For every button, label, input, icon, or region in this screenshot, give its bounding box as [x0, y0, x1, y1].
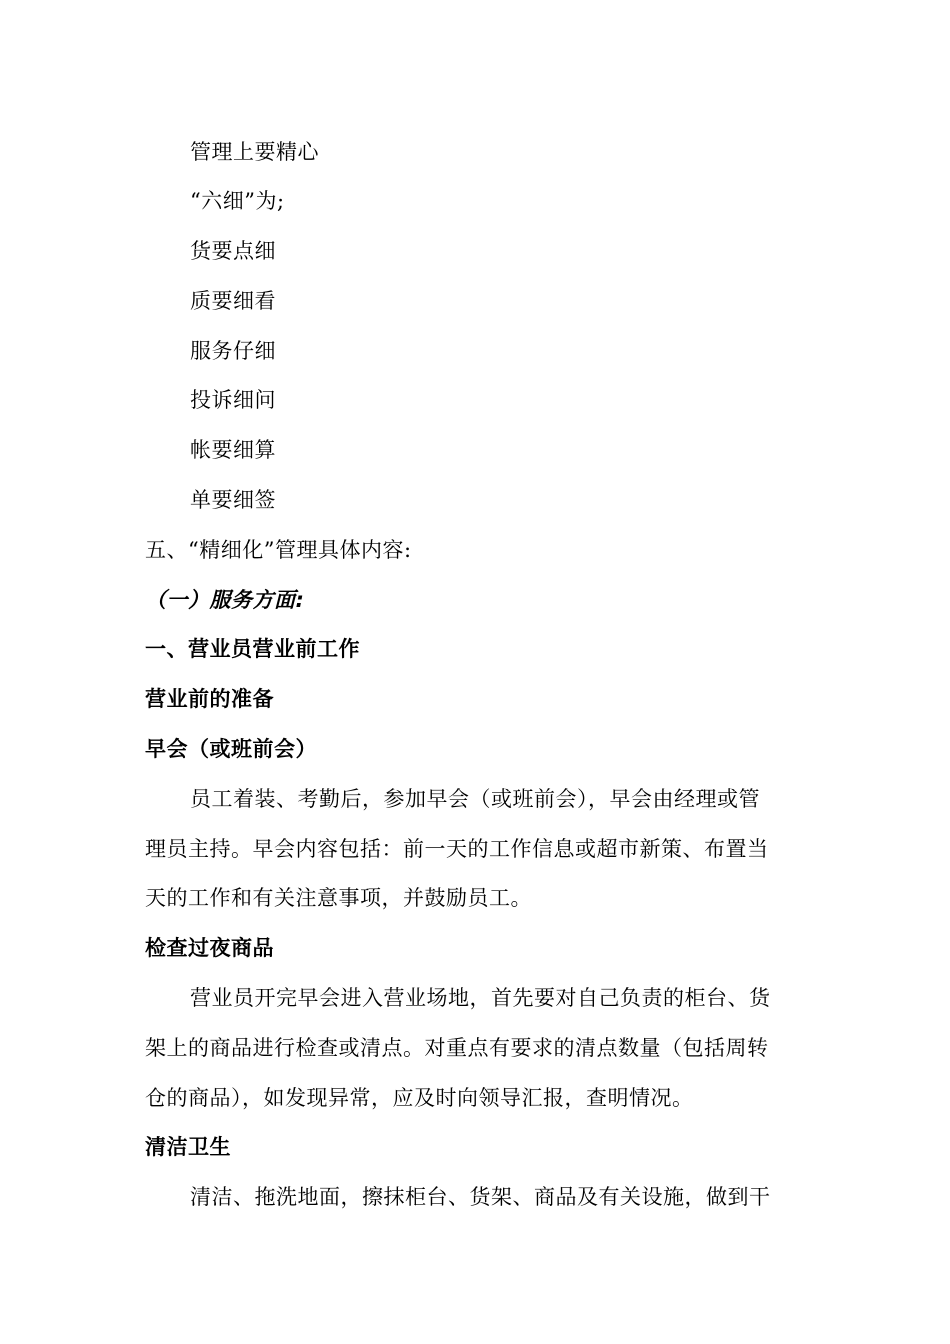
list-item: 帐要细算: [190, 438, 276, 462]
list-item: 投诉细问: [190, 388, 276, 412]
paragraph-line: 员工着装、考勤后，参加早会（或班前会），早会由经理或管: [190, 787, 760, 811]
paragraph-line: 理员主持。早会内容包括：前一天的工作信息或超市新策、布置当: [145, 837, 769, 861]
heading: 一、营业员营业前工作: [145, 637, 360, 661]
list-item: 服务仔细: [190, 339, 276, 363]
paragraph-line: 天的工作和有关注意事项，并鼓励员工。: [145, 886, 532, 910]
list-item: 质要细看: [190, 289, 276, 313]
list-item: 单要细签: [190, 488, 276, 512]
list-item: 货要点细: [190, 239, 276, 263]
subsection-heading: （一）服务方面:: [145, 588, 305, 612]
paragraph-line: 架上的商品进行检查或清点。对重点有要求的清点数量（包括周转: [145, 1036, 769, 1060]
heading: 检查过夜商品: [145, 936, 274, 960]
paragraph-line: 仓的商品），如发现异常，应及时向领导汇报，查明情况。: [145, 1086, 694, 1110]
paragraph-line: 清洁、拖洗地面，擦抹柜台、货架、商品及有关设施，做到干: [190, 1185, 771, 1209]
list-item: 管理上要精心: [190, 140, 319, 164]
heading: 营业前的准备: [145, 687, 274, 711]
list-item: “六细”为;: [190, 189, 285, 213]
heading: 清洁卫生: [145, 1135, 231, 1159]
heading: 早会（或班前会）: [145, 737, 317, 761]
paragraph-line: 营业员开完早会进入营业场地，首先要对自己负责的柜台、货: [190, 986, 771, 1010]
section-heading: 五、“精细化”管理具体内容:: [145, 538, 412, 562]
